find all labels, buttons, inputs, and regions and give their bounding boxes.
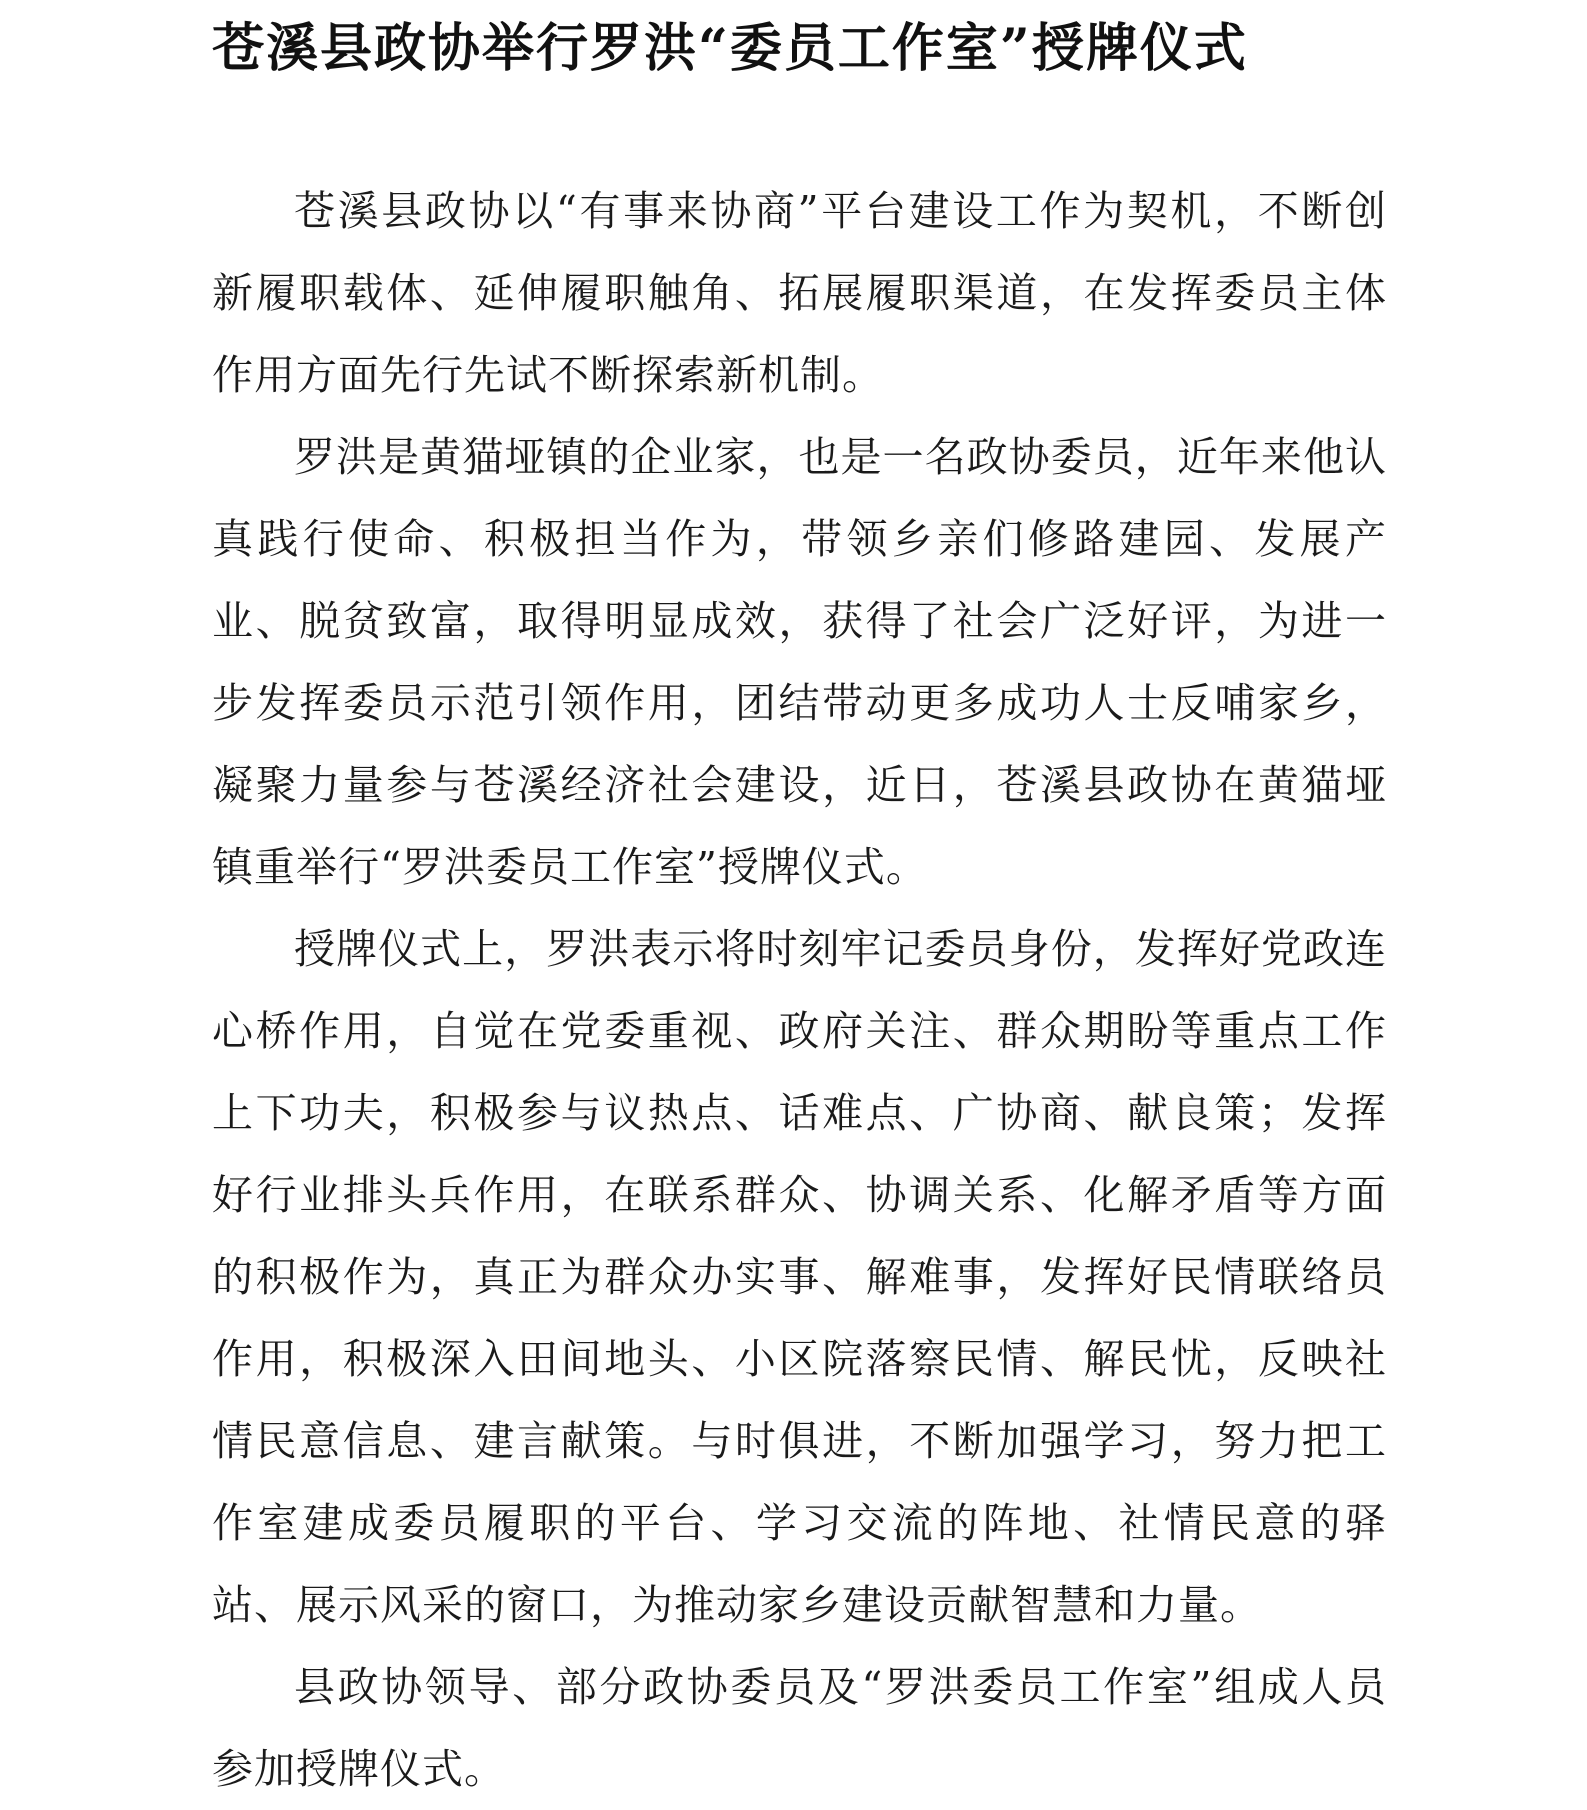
paragraph-intro: 苍溪县政协以“有事来协商”平台建设工作为契机，不断创新履职载体、延伸履职触角、拓展履职渠道，在发挥委员主体作用方面先行先试不断探索新机制。 (212, 187, 1387, 399)
document-title: 苍溪县政协举行罗洪“委员工作室”授牌仪式 (212, 18, 1248, 79)
paragraph-background: 罗洪是黄猫垭镇的企业家，也是一名政协委员，近年来他认真践行使命、积极担当作为，带领乡亲们修路建园、发展产业、脱贫致富，取得明显成效，获得了社会广泛好评，为进一步发挥委员示范引领作用，团结带动更多成功人士反哺家乡，凝聚力量参与苍溪经济社会建设，近日，苍溪县政协在黄猫垭镇重举行“罗洪委员工作室”授牌仪式。 (212, 433, 1387, 891)
paragraph-attendees: 县政协领导、部分政协委员及“罗洪委员工作室”组成人员参加授牌仪式。 (212, 1663, 1387, 1793)
paragraph-ceremony-remarks: 授牌仪式上，罗洪表示将时刻牢记委员身份，发挥好党政连心桥作用，自觉在党委重视、政府关注、群众期盼等重点工作上下功夫，积极参与议热点、话难点、广协商、献良策；发挥好行业排头兵作用，在联系群众、协调关系、化解矛盾等方面的积极作为，真正为群众办实事、解难事，发挥好民情联络员作用，积极深入田间地头、小区院落察民情、解民忧，反映社情民意信息、建言献策。与时俱进，不断加强学习，努力把工作室建成委员履职的平台、学习交流的阵地、社情民意的驿站、展示风采的窗口，为推动家乡建设贡献智慧和力量。 (212, 925, 1387, 1629)
document-body (212, 170, 1387, 1810)
